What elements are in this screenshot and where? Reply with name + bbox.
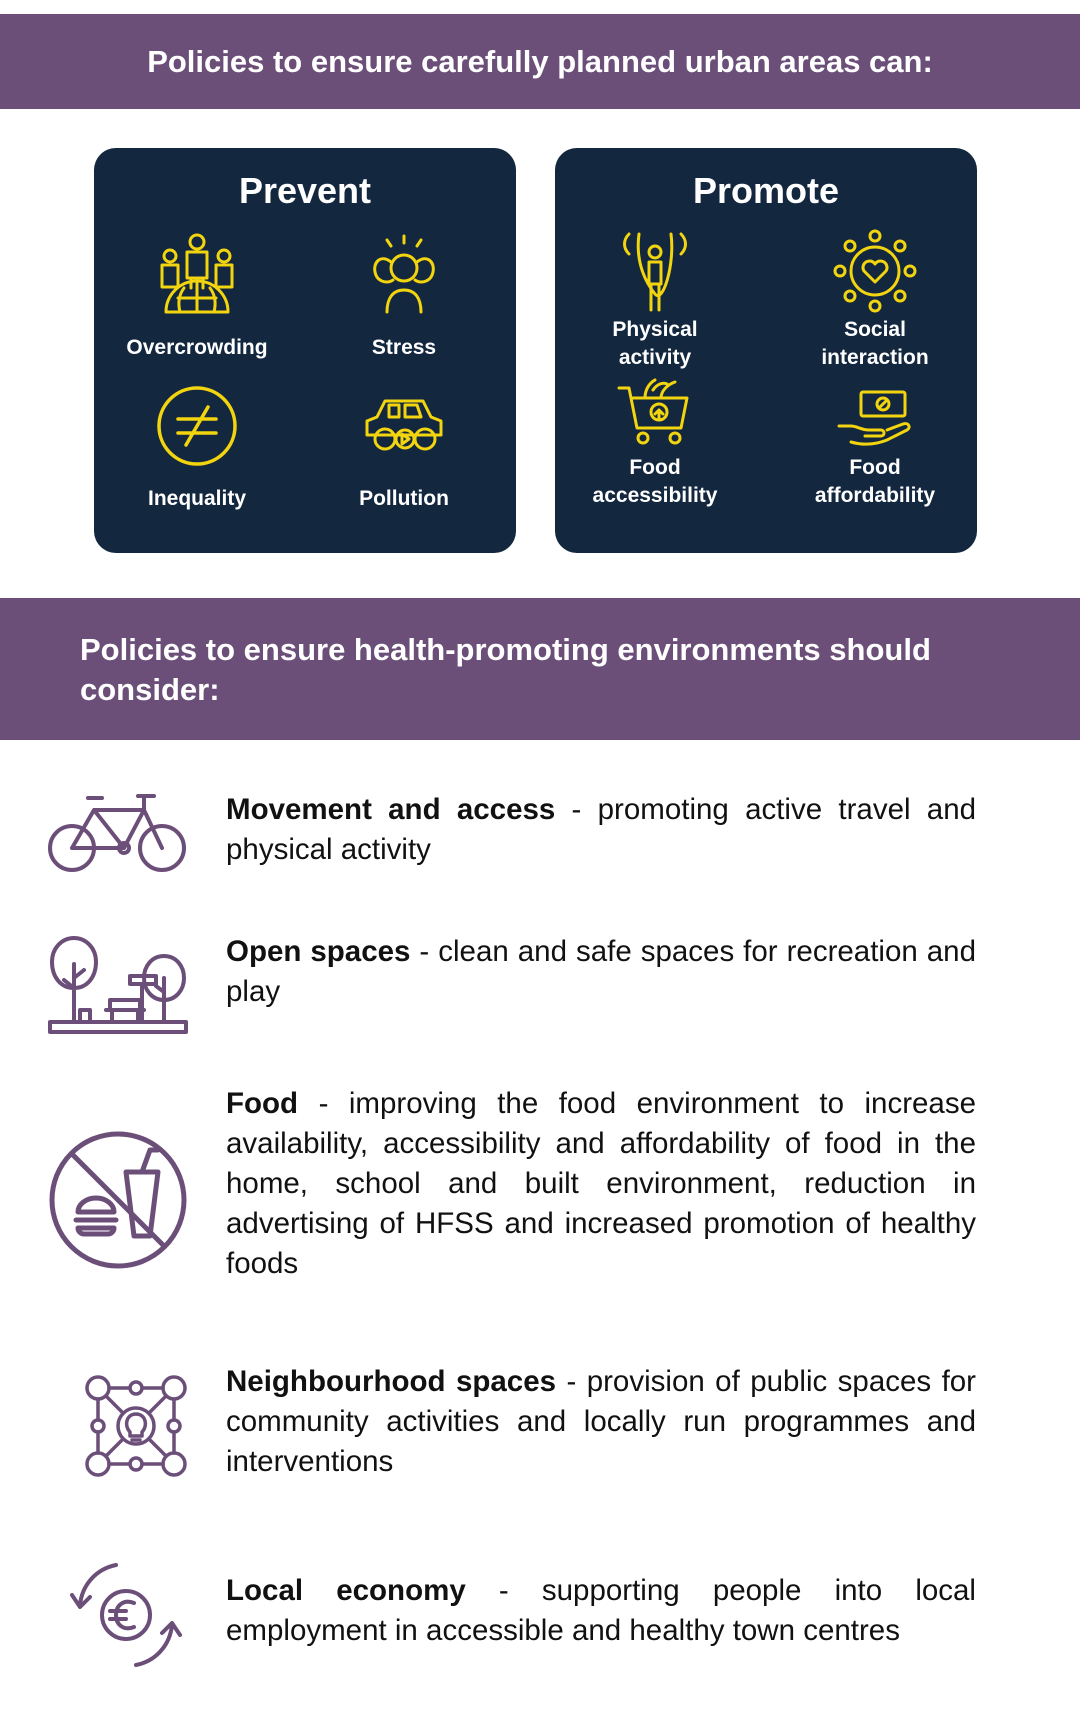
policy-text-food bbox=[226, 1084, 976, 1284]
bicycle-icon bbox=[48, 792, 188, 876]
policy-title-food: Food bbox=[226, 1087, 299, 1120]
promote-item-food-accessibility bbox=[555, 376, 755, 510]
header-2-text: Policies to ensure health-promoting environments should consider: bbox=[80, 632, 931, 707]
policy-desc-open-spaces: - clean and safe spaces for recreation and play bbox=[226, 935, 976, 1008]
header-1-text: Policies to ensure carefully planned urban areas can: bbox=[147, 43, 933, 79]
policy-row-food bbox=[0, 1084, 1080, 1304]
policy-title-open-spaces: Open spaces bbox=[226, 935, 411, 968]
policy-text-local-economy bbox=[226, 1571, 976, 1651]
promote-label-food-accessibility: Food accessibility bbox=[592, 456, 718, 507]
park-icon bbox=[48, 934, 188, 1034]
policy-desc-food: - improving the food environment to increase availability, accessibility and affordability of food in the home, school and built environment, reduction in advertising of HFSS and increased promotion of healthy foods bbox=[226, 1087, 976, 1280]
prevent-item-overcrowding bbox=[97, 232, 297, 362]
promote-title: Promote bbox=[692, 170, 840, 211]
prevent-title: Prevent bbox=[238, 170, 372, 211]
policy-row-movement bbox=[0, 790, 1080, 890]
policy-row-open-spaces bbox=[0, 932, 1080, 1042]
policy-text-neighbourhood bbox=[226, 1362, 976, 1482]
car-exhaust-icon bbox=[359, 383, 449, 469]
policy-text-open-spaces bbox=[226, 932, 976, 1012]
no-junk-food-icon bbox=[48, 1130, 188, 1270]
promote-label-physical-activity: Physical activity bbox=[612, 318, 698, 369]
policy-title-neighbourhood: Neighbourhood spaces bbox=[226, 1365, 557, 1398]
currency-cycle-icon bbox=[56, 1559, 196, 1671]
prevent-label-inequality: Inequality bbox=[147, 487, 247, 510]
grocery-cart-icon bbox=[615, 376, 695, 448]
policy-text-movement bbox=[226, 790, 976, 870]
promote-label-food-affordability: Food affordability bbox=[814, 456, 936, 507]
prevent-label-pollution: Pollution bbox=[359, 487, 449, 510]
promote-panel bbox=[555, 148, 977, 553]
policy-desc-neighbourhood: - provision of public spaces for community activities and locally run programmes and interventions bbox=[226, 1365, 976, 1478]
promote-item-food-affordability bbox=[775, 388, 975, 510]
policy-row-neighbourhood bbox=[0, 1362, 1080, 1502]
header-banner-1 bbox=[0, 14, 1080, 109]
promote-label-social-interaction: Social interaction bbox=[821, 318, 929, 369]
policy-row-local-economy bbox=[0, 1571, 1080, 1691]
prevent-item-inequality bbox=[97, 383, 297, 513]
promote-item-social-interaction bbox=[775, 228, 975, 372]
policy-desc-local-economy: - supporting people into local employment in accessible and healthy town centres bbox=[226, 1574, 976, 1647]
header-banner-2 bbox=[0, 598, 1080, 740]
network-icon bbox=[66, 1374, 206, 1478]
hand-money-icon bbox=[835, 388, 915, 450]
prevent-item-stress bbox=[304, 232, 504, 362]
promote-item-physical-activity bbox=[555, 228, 755, 372]
not-equal-icon bbox=[154, 383, 240, 469]
policy-title-movement: Movement and access bbox=[226, 793, 556, 826]
policy-desc-movement: - promoting active travel and physical activity bbox=[226, 793, 977, 866]
jump-rope-icon bbox=[615, 228, 695, 314]
prevent-label-overcrowding: Overcrowding bbox=[126, 336, 268, 359]
people-globe-icon bbox=[154, 232, 240, 318]
prevent-panel bbox=[94, 148, 516, 553]
stressed-person-icon bbox=[361, 232, 447, 318]
policy-title-local-economy: Local economy bbox=[226, 1574, 466, 1607]
social-heart-icon bbox=[832, 228, 918, 314]
prevent-item-pollution bbox=[304, 383, 504, 513]
prevent-label-stress: Stress bbox=[371, 336, 437, 359]
